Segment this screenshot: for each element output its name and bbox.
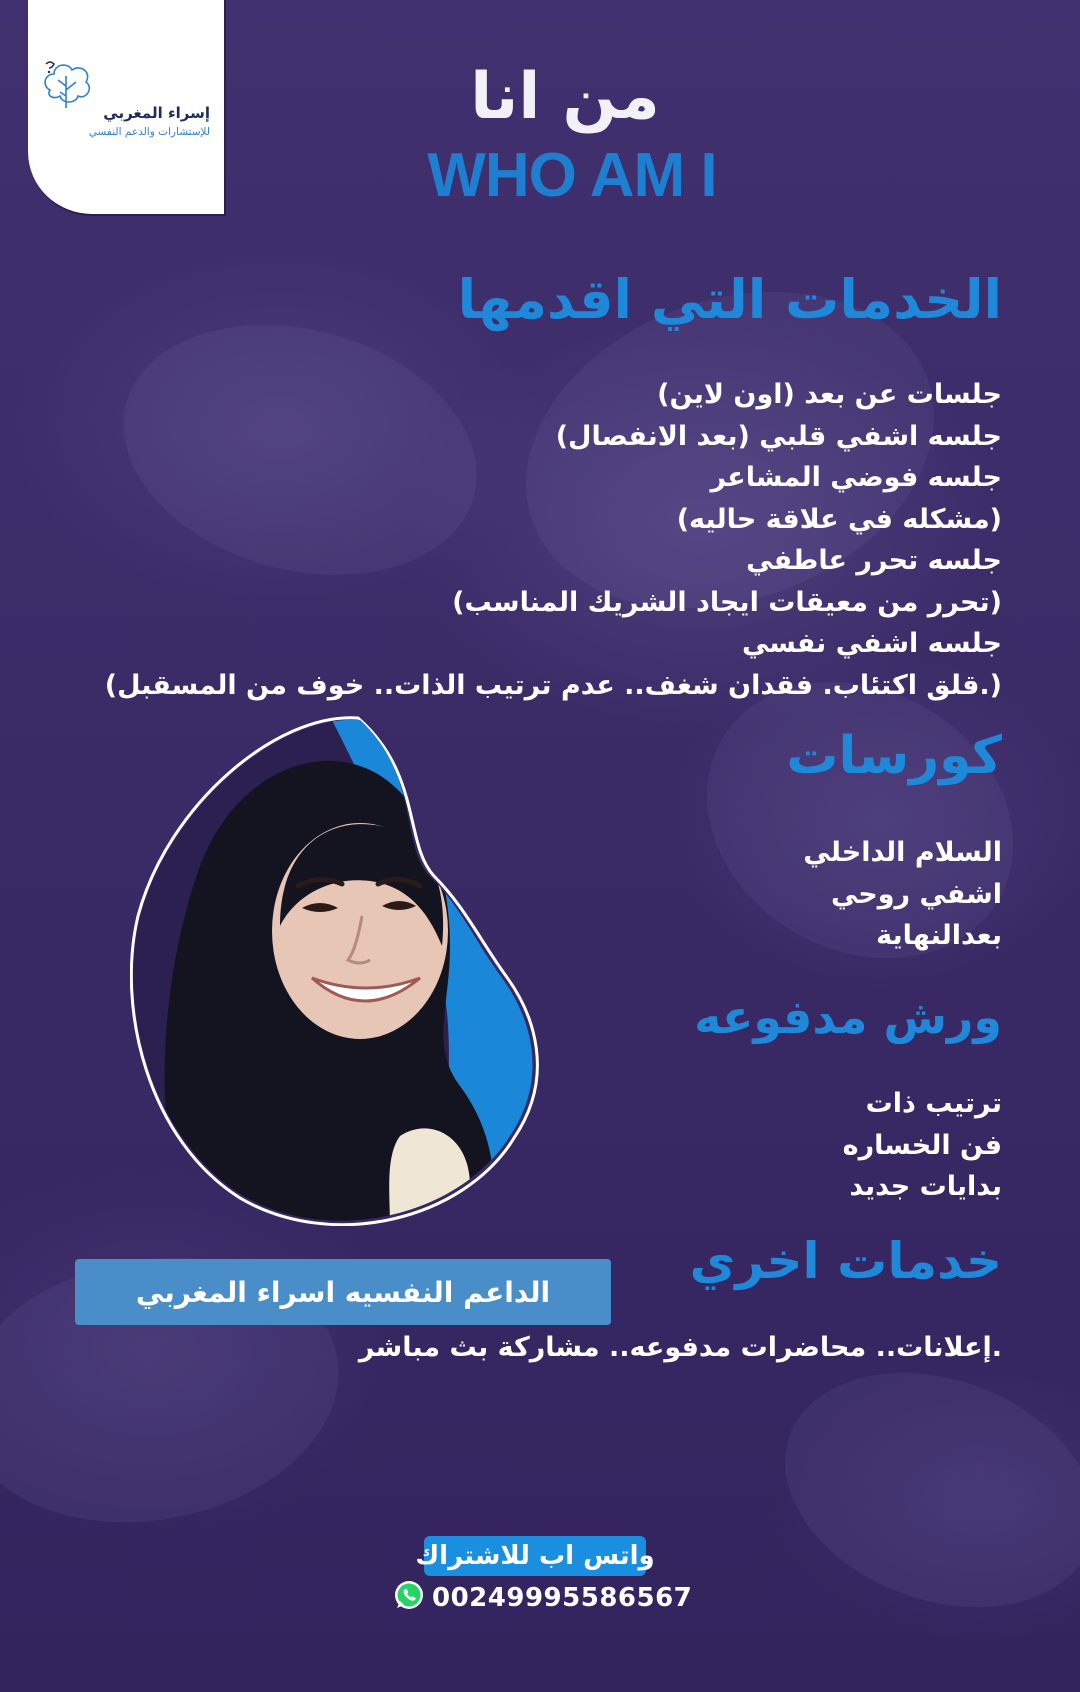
- page-title-english: WHO AM I: [427, 141, 717, 210]
- logo-subtitle: للإستشارات والدعم النفسي: [88, 126, 210, 138]
- logo-title: إسراء المغربي: [103, 104, 210, 122]
- whatsapp-icon[interactable]: [392, 1578, 426, 1612]
- services-heading: الخدمات التي اقدمها: [457, 268, 1002, 331]
- page-title-arabic: من انا: [470, 60, 660, 134]
- list-item: (مشكله في علاقة حاليه): [676, 503, 1002, 535]
- name-banner: [75, 1259, 611, 1325]
- workshops-list: [843, 1083, 1002, 1208]
- list-item: ترتيب ذات: [865, 1088, 1002, 1119]
- background-shape: [752, 1332, 1080, 1648]
- courses-list: [803, 832, 1002, 957]
- list-item: اشفي روحي: [830, 878, 1002, 910]
- whatsapp-phone-number[interactable]: 00249995586567: [432, 1583, 693, 1613]
- workshops-heading: ورش مدفوعه: [694, 990, 1002, 1044]
- courses-heading: كورسات: [786, 726, 1002, 786]
- list-item: جلسه اشفي قلبي (بعد الانفصال): [555, 420, 1002, 452]
- list-item: بعدالنهاية: [876, 920, 1002, 951]
- list-item: بدايات جديد: [849, 1171, 1002, 1202]
- profile-portrait: [130, 716, 580, 1226]
- whatsapp-subscribe-label: واتس اب للاشتراك: [415, 1541, 655, 1571]
- whatsapp-subscribe-badge[interactable]: [415, 1536, 655, 1576]
- list-item: فن الخساره: [842, 1129, 1002, 1161]
- list-item: (.قلق اكتئاب. فقدان شغف.. عدم ترتيب الذات.. خوف من المسقبل): [104, 669, 1002, 701]
- services-list: [105, 374, 1002, 706]
- list-item: جلسه تحرر عاطفي: [746, 545, 1002, 576]
- other-services-text: .إعلانات.. محاضرات مدفوعه.. مشاركة بث مباشر: [358, 1332, 1002, 1363]
- list-item: جلسات عن بعد (اون لاين): [657, 379, 1002, 410]
- list-item: (تحرر من معيقات ايجاد الشريك المناسب): [452, 586, 1002, 618]
- other-services-heading: خدمات اخري: [689, 1232, 1002, 1290]
- list-item: جلسه فوضي المشاعر: [710, 462, 1002, 493]
- list-item: السلام الداخلي: [803, 837, 1002, 868]
- profile-name: الداعم النفسيه اسراء المغربي: [135, 1275, 551, 1309]
- list-item: جلسه اشفي نفسي: [741, 628, 1002, 659]
